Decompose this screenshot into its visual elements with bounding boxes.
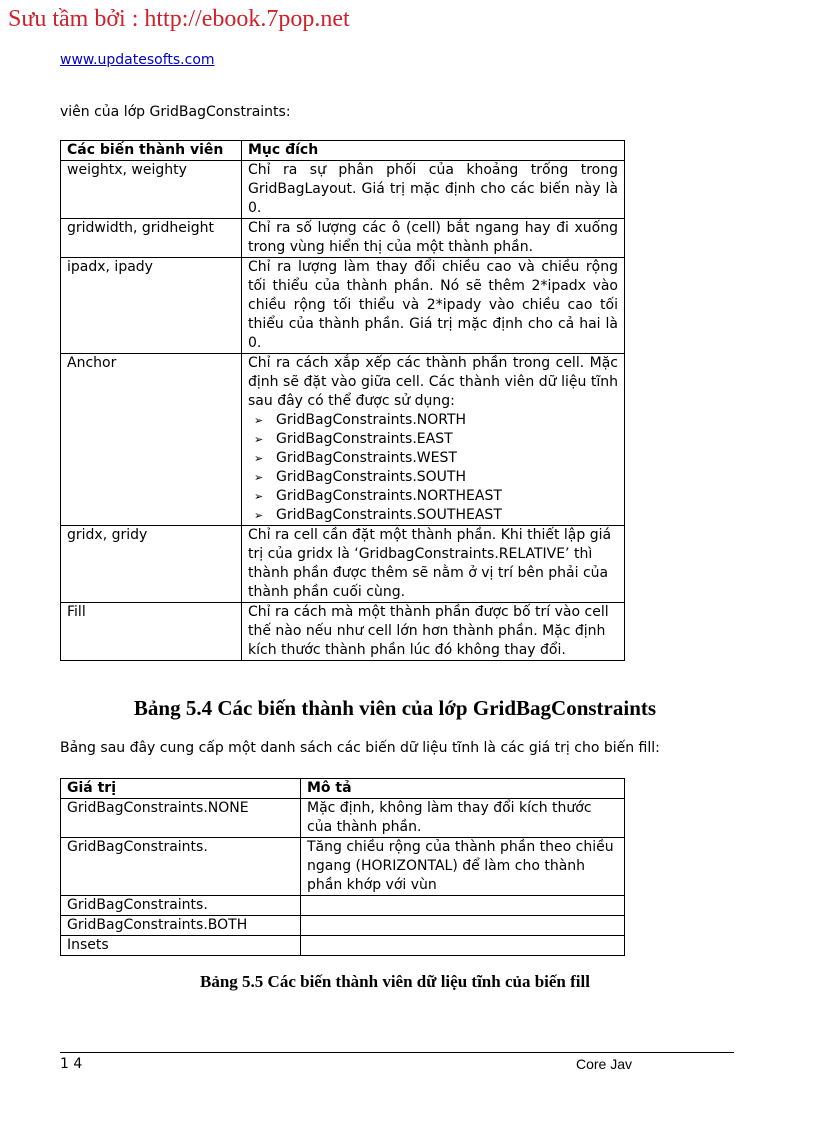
variable-name-cell: ipadx, ipady	[61, 258, 242, 354]
footer-divider	[60, 1052, 734, 1053]
member-variables-table	[60, 140, 625, 661]
table-row	[61, 896, 625, 916]
variable-name-cell: Anchor	[61, 354, 242, 526]
table-header-row	[61, 779, 625, 799]
value-cell: Insets	[61, 936, 301, 956]
purpose-cell: Chỉ ra cách mà một thành phần được bố trí vào cell thế nào nếu như cell lớn hơn thành phần. Mặc định kích thước thành phần lúc đó không thay đổi.	[242, 603, 625, 661]
table-header-row	[61, 141, 625, 161]
column-header: Mục đích	[242, 141, 625, 161]
fill-values-table	[60, 778, 625, 956]
list-item: ➢ GridBagConstraints.WEST	[248, 449, 618, 468]
list-item: ➢ GridBagConstraints.EAST	[248, 430, 618, 449]
description-cell: Mặc định, không làm thay đổi kích thước của thành phần.	[301, 799, 625, 838]
watermark-text: Sưu tầm bởi : http://ebook.7pop.net	[8, 6, 350, 32]
table-caption: Bảng 5.5 Các biến thành viên dữ liệu tĩnh của biến fill	[200, 972, 590, 991]
table-row	[61, 161, 625, 219]
description-cell: Tăng chiều rộng của thành phần theo chiều ngang (HORIZONTAL) để làm cho thành phần khớp với vùn	[301, 838, 625, 896]
list-item: ➢ GridBagConstraints.NORTHEAST	[248, 487, 618, 506]
variable-name-cell: weightx, weighty	[61, 161, 242, 219]
purpose-cell: Chỉ ra sự phân phối của khoảng trống trong GridBagLayout. Giá trị mặc định cho các biến này là 0.	[242, 161, 625, 219]
table-caption: Bảng 5.4 Các biến thành viên của lớp GridBagConstraints	[133, 696, 657, 720]
footer-title: Core Jav	[576, 1056, 633, 1072]
purpose-text: Chỉ ra cách xắp xếp các thành phần trong cell. Mặc định sẽ đặt vào giữa cell. Các thành viên dữ liệu tĩnh sau đây có thể được sử dụng:	[248, 355, 618, 409]
variable-name-cell: gridx, gridy	[61, 526, 242, 603]
page-number: 1 4	[60, 1056, 83, 1072]
table-row	[61, 799, 625, 838]
purpose-cell: Chỉ ra số lượng các ô (cell) bắt ngang hay đi xuống trong vùng hiển thị của một thành phần.	[242, 219, 625, 258]
purpose-cell	[242, 354, 625, 526]
table-row	[61, 838, 625, 896]
purpose-cell: Chỉ ra lượng làm thay đổi chiều cao và chiều rộng tối thiểu của thành phần. Nó sẽ thêm 2*ipadx vào chiều rộng tối thiểu và 2*ipady vào chiều cao tối thiểu của thành phần. Giá trị mặc định cho cả hai là 0.	[242, 258, 625, 354]
intro-text: viên của lớp GridBagConstraints:	[60, 104, 291, 120]
list-item: ➢ GridBagConstraints.NORTH	[248, 411, 618, 430]
description-cell	[301, 896, 625, 916]
table-row	[61, 354, 625, 526]
list-item: ➢ GridBagConstraints.SOUTHEAST	[248, 506, 618, 525]
value-cell: GridBagConstraints.NONE	[61, 799, 301, 838]
table-row	[61, 916, 625, 936]
list-item: ➢ GridBagConstraints.SOUTH	[248, 468, 618, 487]
column-header: Các biến thành viên	[61, 141, 242, 161]
description-cell	[301, 916, 625, 936]
anchor-constants-list	[248, 411, 618, 525]
table-row	[61, 219, 625, 258]
table-row	[61, 936, 625, 956]
table-row	[61, 526, 625, 603]
value-cell: GridBagConstraints.BOTH	[61, 916, 301, 936]
column-header: Mô tả	[301, 779, 625, 799]
value-cell: GridBagConstraints.	[61, 838, 301, 896]
column-header: Giá trị	[61, 779, 301, 799]
table-row	[61, 603, 625, 661]
variable-name-cell: gridwidth, gridheight	[61, 219, 242, 258]
value-cell: GridBagConstraints.	[61, 896, 301, 916]
table-row	[61, 258, 625, 354]
description-cell	[301, 936, 625, 956]
body-paragraph: Bảng sau đây cung cấp một danh sách các biến dữ liệu tĩnh là các giá trị cho biến fill:	[60, 740, 660, 756]
variable-name-cell: Fill	[61, 603, 242, 661]
purpose-cell: Chỉ ra cell cần đặt một thành phần. Khi thiết lập giá trị của gridx là ‘GridbagConstraints.RELATIVE’ thì thành phần được thêm sẽ nằm ở vị trí bên phải của thành phần cuối cùng.	[242, 526, 625, 603]
website-link[interactable]: www.updatesofts.com	[60, 52, 215, 68]
